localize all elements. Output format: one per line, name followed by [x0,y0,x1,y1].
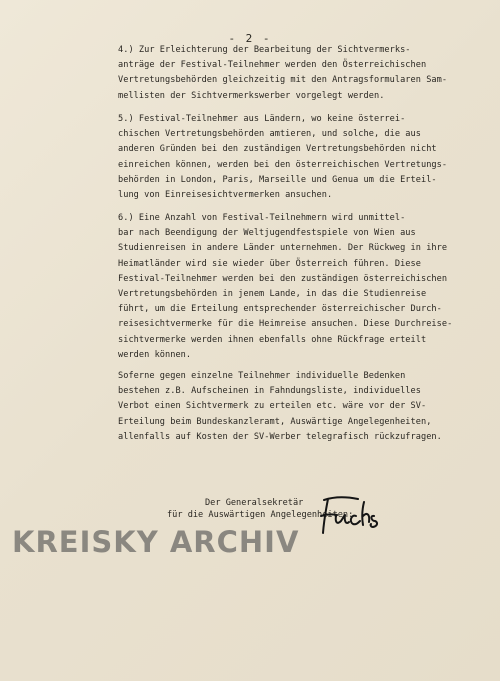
paragraph-closing-note: Soferne gegen einzelne Teilnehmer individuelle Bedenken bestehen z.B. Aufscheinen in Fahndungsliste, individuelles Verbot einen Sichtvermerk zu erteilen etc. wäre vor der SV- Erteilung beim Bundeskanzleramt, Auswärtige Angelegenheiten, allenfalls auf Kosten der SV-Werber telegrafisch rückzufragen. [118,371,442,442]
paragraph-6: 6.) Eine Anzahl von Festival-Teilnehmern wird unmittel- bar nach Beendigung der Weltjugendfestspiele von Wien aus Studienreisen in andere Länder unternehmen. Der Rückweg in ihre Heimatländer wird sie wieder über Österreich führen. Diese Festival-Teilnehmer werden bei den zuständigen österreichischen Vertretungsbehörden in jenem Lande, in das die Studienreise führt, um die Erteilung entsprechender österreichischer Durch- reisesichtvermerke für die Heimreise ansuchen. Diese Durchreise- sichtvermerke werden ihnen ebenfalls ohne Rückfrage erteilt werden können. [118,213,453,360]
kreisky-archiv-watermark: KREISKY ARCHIV [12,525,300,559]
handwritten-signature [318,494,390,536]
paragraph-5: 5.) Festival-Teilnehmer aus Ländern, wo keine österrei- chischen Vertretungsbehörden amtieren, und solche, die aus anderen Gründen bei den zuständigen Vertretungsbehörden nicht einreichen können, werden bei den österreichischen Vertretungs- behörden in London, Paris, Marseille und Genua um die Erteil- lung von Einreisesichtvermerken ansuchen. [118,114,448,201]
closing-department: für die Auswärtigen Angelegenheiten: [167,510,354,520]
closing-title: Der Generalsekretär [205,498,304,508]
paragraph-4: 4.) Zur Erleichterung der Bearbeitung der Sichtvermerks- anträge der Festival-Teilnehmer werden den Österreichischen Vertretungsbehörden gleichzeitig mit den Antragsformularen Sam- mellisten der Sichtvermerkswerber vorgelegt werden. [118,45,448,101]
page-number: - 2 - [228,32,272,45]
